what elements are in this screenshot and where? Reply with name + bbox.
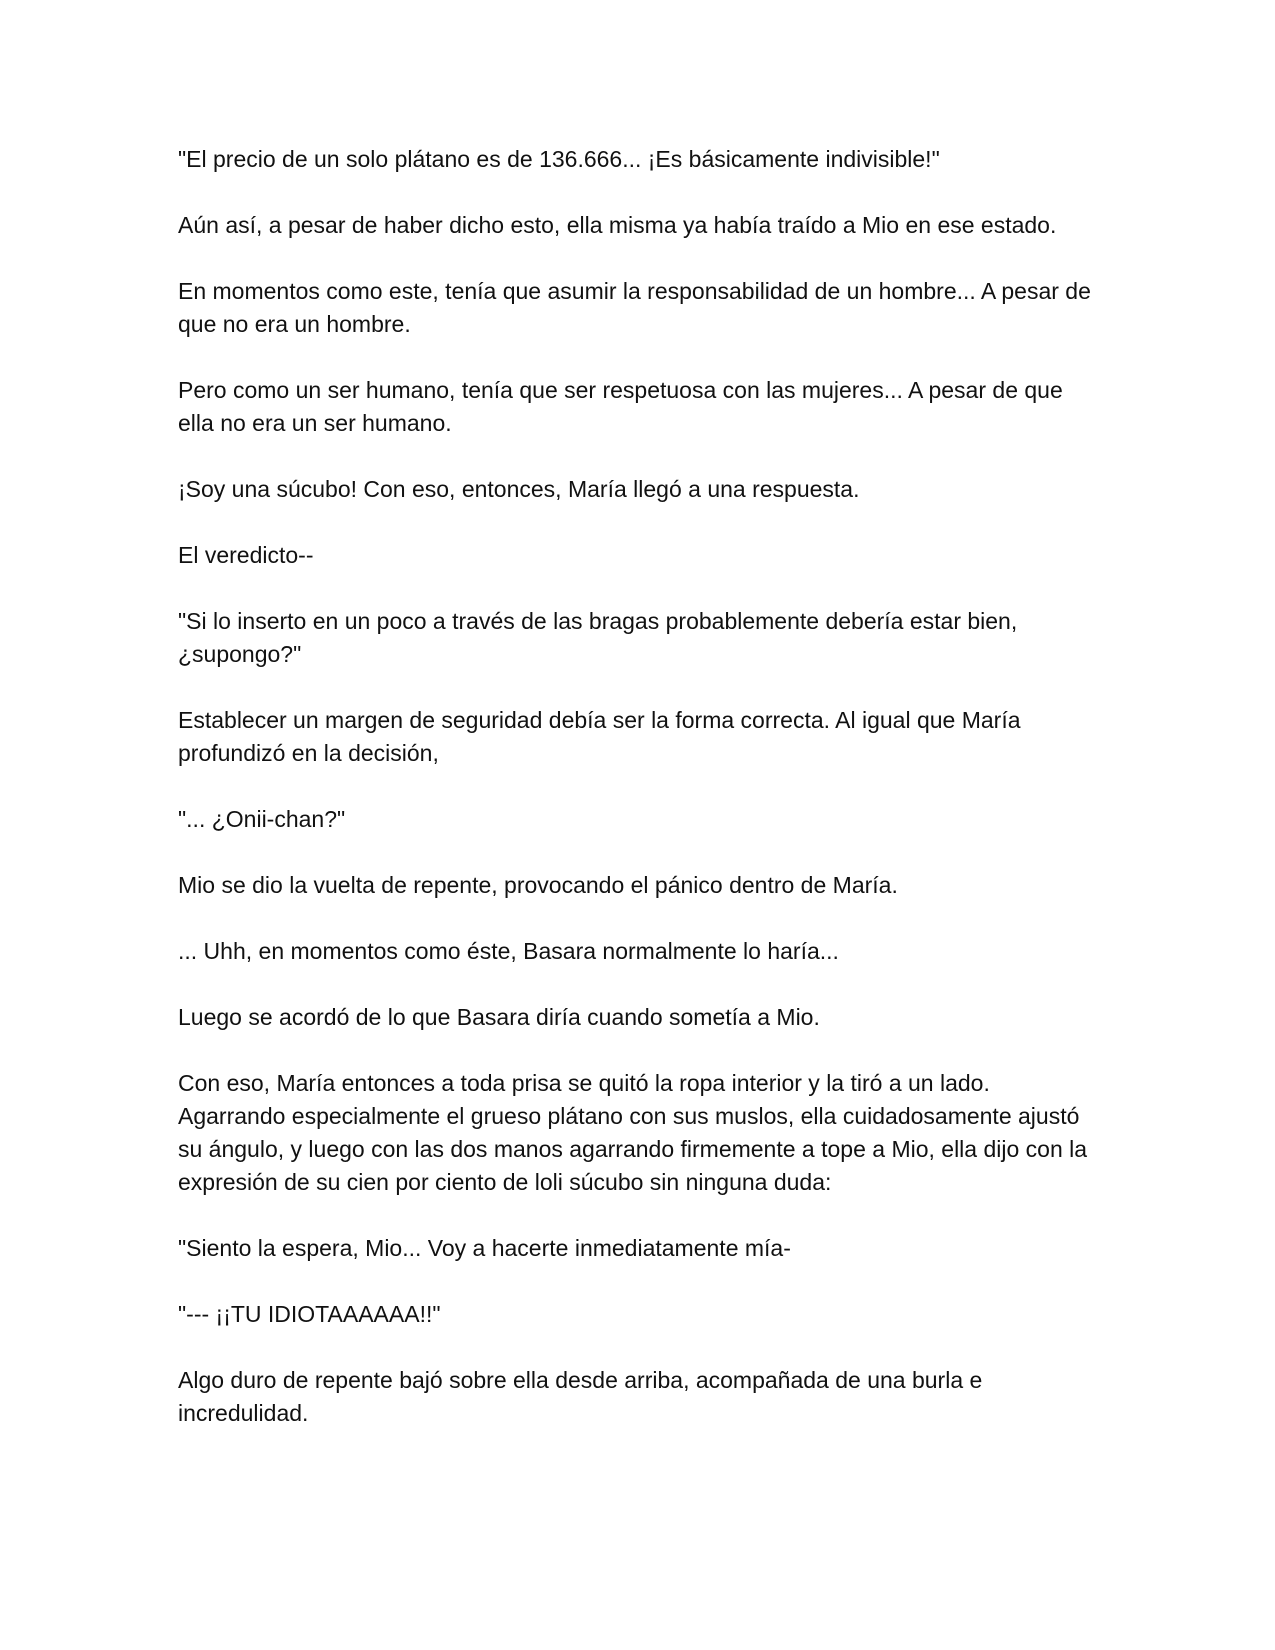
paragraph: "Si lo inserto en un poco a través de las bragas probablemente debería estar bien, ¿supongo?" xyxy=(178,608,1018,667)
document-text-body xyxy=(178,143,1098,1463)
paragraph: "El precio de un solo plátano es de 136.666... ¡Es básicamente indivisible!" xyxy=(178,146,940,172)
paragraph: Con eso, María entonces a toda prisa se quitó la ropa interior y la tiró a un lado. Agarrando especialmente el grueso plátano con sus muslos, ella cuidadosamente ajustó su ángulo, y luego con las dos manos agarrando firmemente a tope a Mio, ella dijo con la expresión de su cien por ciento de loli súcubo sin ninguna duda: xyxy=(178,1070,1088,1195)
paragraph: El veredicto-- xyxy=(178,542,314,568)
paragraph: ... Uhh, en momentos como éste, Basara normalmente lo haría... xyxy=(178,938,839,964)
paragraph: "... ¿Onii-chan?" xyxy=(178,806,346,832)
paragraph: Pero como un ser humano, tenía que ser respetuosa con las mujeres... A pesar de que ella no era un ser humano. xyxy=(178,377,1063,436)
paragraph: Establecer un margen de seguridad debía ser la forma correcta. Al igual que María profundizó en la decisión, xyxy=(178,707,1021,766)
paragraph: Luego se acordó de lo que Basara diría cuando sometía a Mio. xyxy=(178,1004,820,1030)
paragraph: Algo duro de repente bajó sobre ella desde arriba, acompañada de una burla e incredulidad. xyxy=(178,1367,983,1426)
paragraph: "Siento la espera, Mio... Voy a hacerte inmediatamente mía- xyxy=(178,1235,791,1261)
paragraph: ¡Soy una súcubo! Con eso, entonces, María llegó a una respuesta. xyxy=(178,476,860,502)
paragraph: Mio se dio la vuelta de repente, provocando el pánico dentro de María. xyxy=(178,872,898,898)
paragraph: "--- ¡¡TU IDIOTAAAAAA!!" xyxy=(178,1301,441,1327)
paragraph: En momentos como este, tenía que asumir la responsabilidad de un hombre... A pesar de que no era un hombre. xyxy=(178,278,1091,337)
paragraph: Aún así, a pesar de haber dicho esto, ella misma ya había traído a Mio en ese estado. xyxy=(178,212,1057,238)
